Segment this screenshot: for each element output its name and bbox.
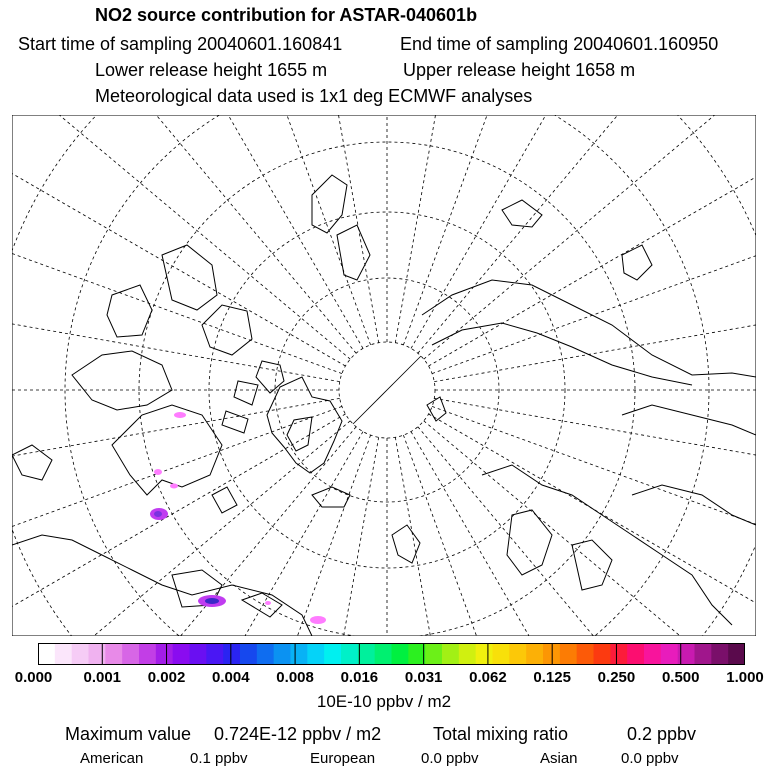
colorbar-tick-label: 0.031 [404, 669, 443, 686]
colorbar-cell [139, 643, 156, 665]
colorbar-cell [711, 643, 728, 665]
polar-map [12, 115, 756, 636]
colorbar-cell [661, 643, 678, 665]
max-value-label: Maximum value [65, 724, 192, 744]
upper-release-label: Upper release height 1658 m [403, 60, 636, 80]
colorbar-cell [493, 643, 510, 665]
colorbar-cell [55, 643, 72, 665]
colorbar-tick-label: 0.250 [597, 669, 636, 686]
colorbar-cell [644, 643, 661, 665]
colorbar-tick-label: 0.002 [147, 669, 186, 686]
colorbar-tick-label: 1.000 [726, 669, 764, 686]
region-asian-label: Asian [540, 750, 578, 767]
colorbar-tick-label: 0.004 [212, 669, 250, 686]
colorbar-cell [291, 643, 308, 665]
region-asian-value: 0.0 ppbv [621, 750, 679, 767]
max-value: 0.724E-12 ppbv / m2 [214, 724, 382, 744]
colorbar-cell [526, 643, 543, 665]
colorbar-cell [728, 643, 745, 665]
colorbar-cell [89, 643, 106, 665]
colorbar-cell [240, 643, 257, 665]
region-european-value: 0.0 ppbv [421, 750, 479, 767]
colorbar-cell [105, 643, 122, 665]
end-time-label: End time of sampling 20040601.160950 [400, 34, 719, 54]
colorbar-cell [442, 643, 459, 665]
colorbar-cell [695, 643, 712, 665]
colorbar-cell [122, 643, 139, 665]
region-european-label: European [310, 750, 376, 767]
colorbar-cell [476, 643, 493, 665]
total-mixing-label: Total mixing ratio [433, 724, 569, 744]
colorbar-tick-label: 0.016 [340, 669, 379, 686]
region-american-label: American [80, 750, 144, 767]
lower-release-label: Lower release height 1655 m [95, 60, 328, 80]
colorbar-cell [257, 643, 274, 665]
colorbar-cell [610, 643, 627, 665]
colorbar-cell [509, 643, 526, 665]
colorbar-cell [459, 643, 476, 665]
colorbar-cell [274, 643, 291, 665]
colorbar-tick-label: 0.000 [14, 669, 53, 686]
colorbar-cell [72, 643, 89, 665]
colorbar-cell [223, 643, 240, 665]
colorbar-cell [307, 643, 324, 665]
colorbar-cell [627, 643, 644, 665]
colorbar-tick-label: 0.125 [533, 669, 571, 686]
colorbar-cell [358, 643, 375, 665]
plot-title: NO2 source contribution for ASTAR-040601b [95, 5, 478, 25]
colorbar-cell [577, 643, 594, 665]
colorbar-tick-label: 0.500 [661, 669, 700, 686]
colorbar-cell [190, 643, 207, 665]
colorbar-cell [594, 643, 611, 665]
colorbar-cell [173, 643, 190, 665]
colorbar-cell [392, 643, 409, 665]
colorbar-cell [38, 643, 55, 665]
colorbar-cell [324, 643, 341, 665]
colorbar-cell [375, 643, 392, 665]
colorbar-cell [560, 643, 577, 665]
start-time-label: Start time of sampling 20040601.160841 [18, 34, 343, 54]
colorbar-units: 10E-10 ppbv / m2 [316, 692, 452, 711]
colorbar-cell [341, 643, 358, 665]
met-data-label: Meteorological data used is 1x1 deg ECMWF analyses [95, 86, 533, 106]
total-mixing-value: 0.2 ppbv [627, 724, 697, 744]
colorbar-tick-label: 0.008 [276, 669, 314, 686]
colorbar-cell [156, 643, 173, 665]
colorbar-cell [206, 643, 223, 665]
colorbar-tick-label: 0.001 [83, 669, 122, 686]
colorbar-cell [425, 643, 442, 665]
colorbar [38, 643, 745, 665]
region-american-value: 0.1 ppbv [190, 750, 248, 767]
colorbar-tick-label: 0.062 [469, 669, 507, 686]
